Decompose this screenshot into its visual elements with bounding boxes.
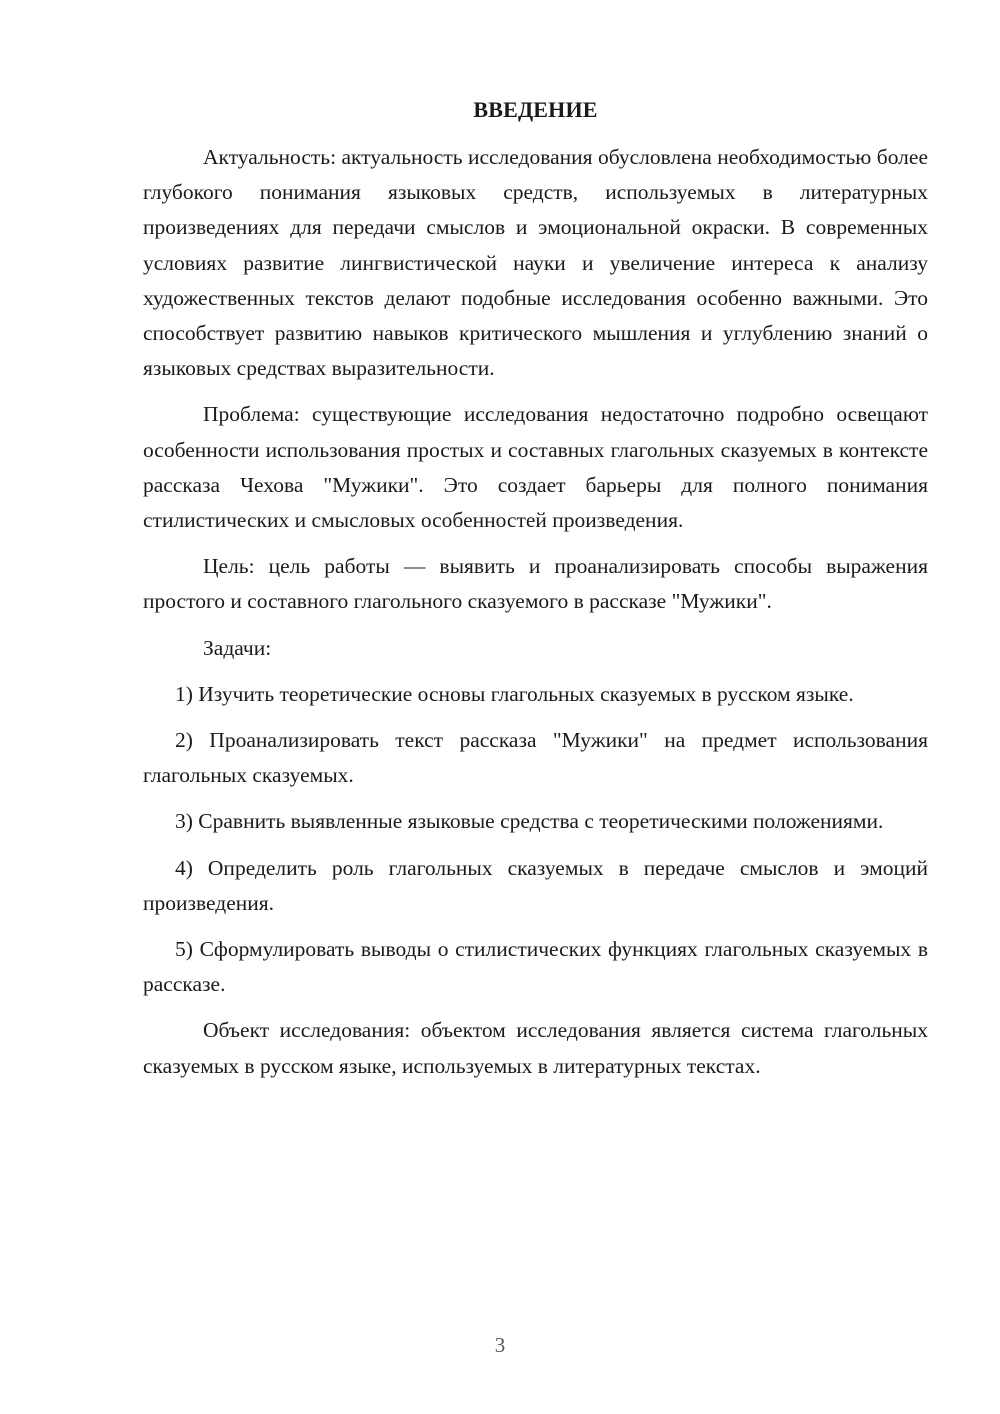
task-item-3: 3) Сравнить выявленные языковые средства с теоретическими положениями. [175,809,884,834]
task-item-4: 4) Определить роль глагольных сказуемых в передаче смыслов и эмоций произведения. [143,855,928,915]
tasks-label: Задачи: [203,635,272,660]
object-paragraph: Объект исследования: объектом исследования является система глагольных сказуемых в русском языке, используемых в литературных текстах. [143,1018,928,1078]
problem-paragraph: Проблема: существующие исследования недостаточно подробно освещают особенности использования простых и составных глагольных сказуемых в контексте рассказа Чехова "Мужики". Это создает барьеры для полного понимания стилистических и смысловых особенностей произведения. [143,402,928,533]
goal-paragraph: Цель: цель работы — выявить и проанализировать способы выражения простого и составного глагольного сказуемого в рассказе "Мужики". [143,554,928,614]
page-number: 3 [494,1333,506,1357]
task-item-1: 1) Изучить теоретические основы глагольных сказуемых в русском языке. [175,681,854,706]
section-heading: ВВЕДЕНИЕ [473,97,598,122]
task-item-5: 5) Сформулировать выводы о стилистических функциях глагольных сказуемых в рассказе. [143,937,928,997]
document-page [143,92,928,1084]
task-item-2: 2) Проанализировать текст рассказа "Мужики" на предмет использования глагольных сказуемых. [143,728,928,788]
relevance-paragraph: Актуальность: актуальность исследования обусловлена необходимостью более глубокого понимания языковых средств, используемых в литературных произведениях для передачи смыслов и эмоциональной окраски. В современных условиях развитие лингвистической науки и увеличение интереса к анализу художественных текстов делают подобные исследования особенно важными. Это способствует развитию навыков критического мышления и углублению знаний о языковых средствах выразительности. [143,145,928,381]
